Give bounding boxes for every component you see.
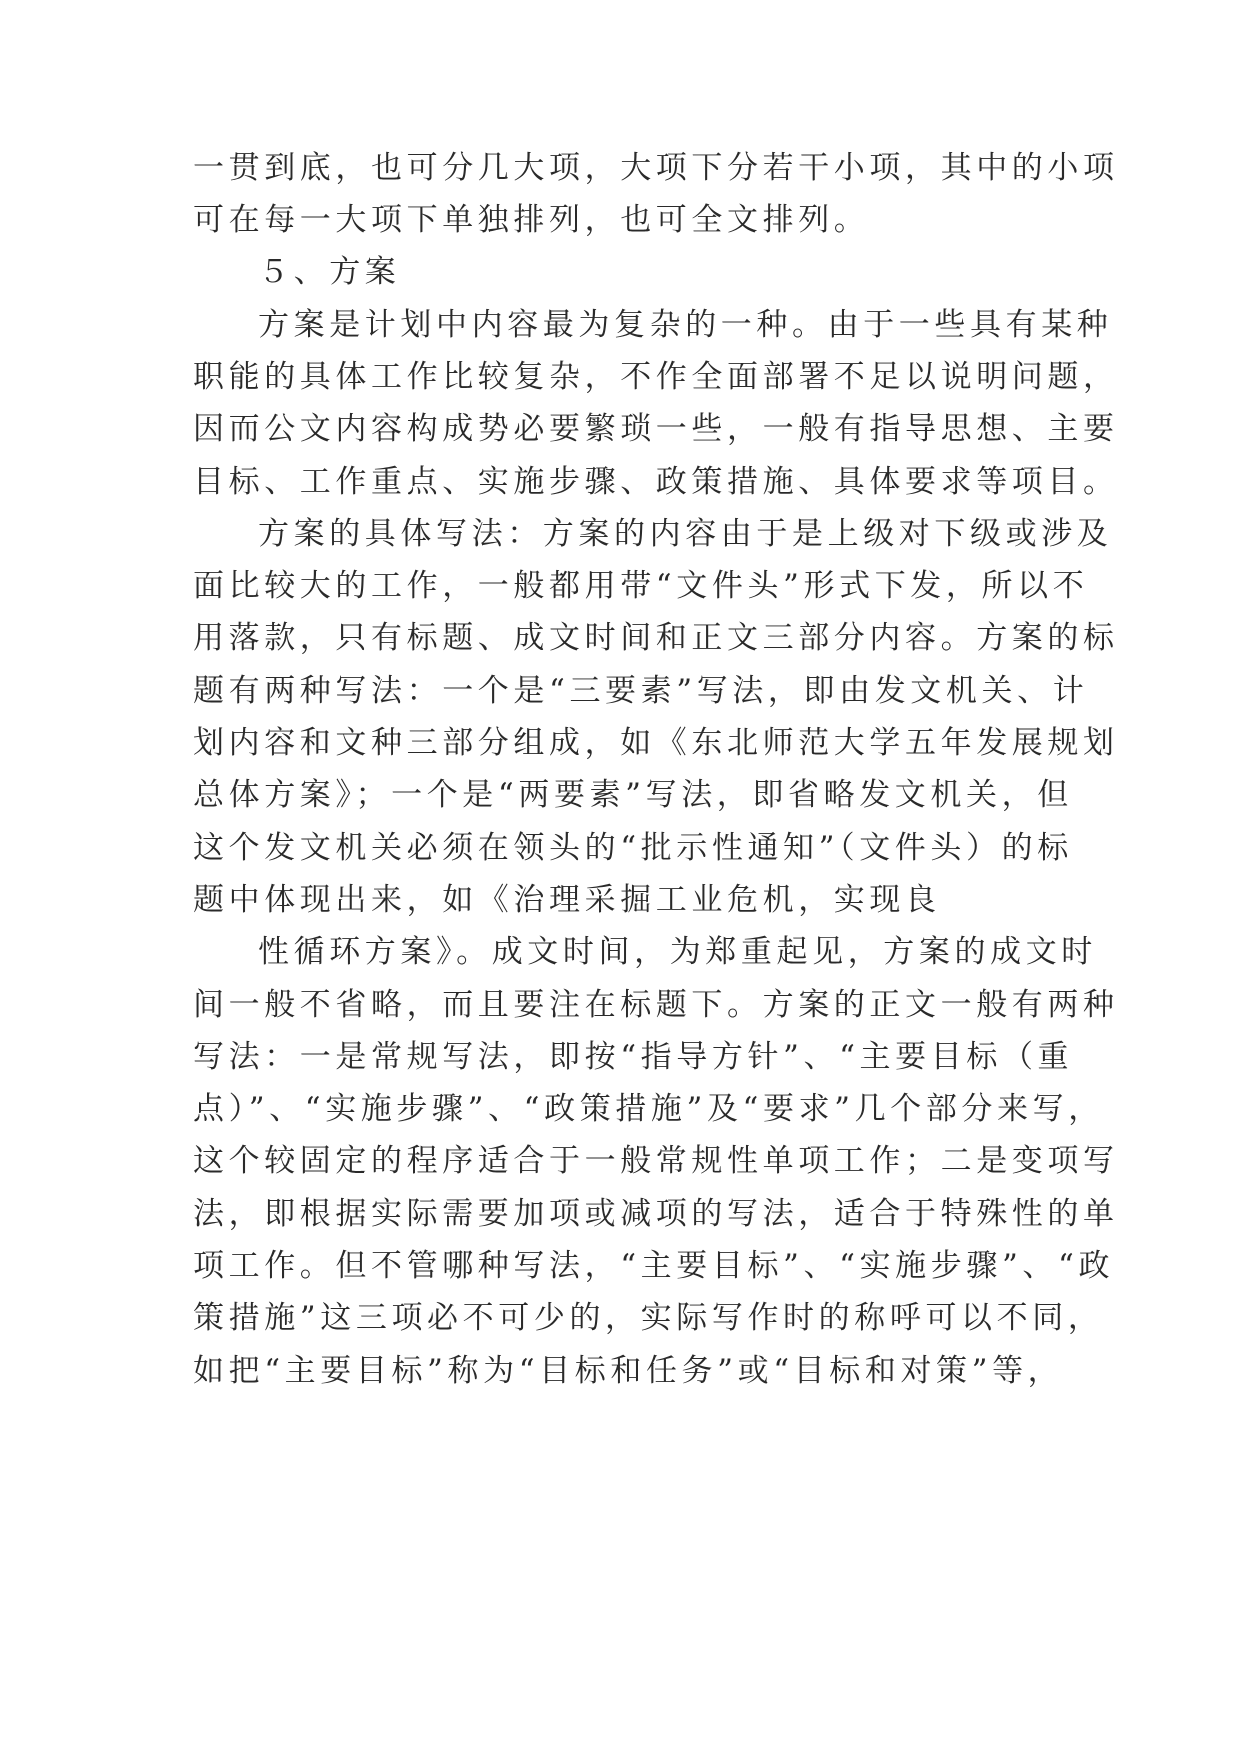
text-line: 策措施”这三项必不可少的，实际写作时的称呼可以不同， [193, 1300, 1104, 1336]
text-line: 划内容和文种三部分组成，如《东北师范大学五年发展规划 [193, 725, 1119, 761]
text-line: 写法：一是常规写法，即按“指导方针”、“主要目标（重 [193, 1039, 1074, 1075]
text-line: 题有两种写法：一个是“三要素”写法，即由发文机关、计 [193, 673, 1089, 709]
text-line: 因而公文内容构成势必要繁琐一些，一般有指导思想、主要 [193, 411, 1119, 447]
text-line: 面比较大的工作，一般都用带“文件头”形式下发，所以不 [193, 568, 1089, 604]
text-line: 题中体现出来，如《治理采掘工业危机，实现良 [193, 882, 941, 918]
text-line: 职能的具体工作比较复杂，不作全面部署不足以说明问题， [193, 359, 1119, 395]
text-line: 这个发文机关必须在领头的“批示性通知”（文件头）的标 [193, 830, 1073, 866]
text-line: 可在每一大项下单独排列，也可全文排列。 [193, 202, 870, 238]
text-line: 目标、工作重点、实施步骤、政策措施、具体要求等项目。 [193, 464, 1119, 500]
text-line: 一贯到底，也可分几大项，大项下分若干小项，其中的小项 [193, 150, 1119, 186]
text-line: 间一般不省略，而且要注在标题下。方案的正文一般有两种 [193, 987, 1119, 1023]
text-line: 法，即根据实际需要加项或减项的写法，适合于特殊性的单 [193, 1196, 1119, 1232]
text-line: 项工作。但不管哪种写法，“主要目标”、“实施步骤”、“政 [193, 1248, 1115, 1284]
text-line: 如把“主要目标”称为“目标和任务”或“目标和对策”等， [193, 1353, 1064, 1389]
text-line: 点）”、“实施步骤”、“政策措施”及“要求”几个部分来写， [193, 1091, 1104, 1127]
text-line: 方案的具体写法：方案的内容由于是上级对下级或涉及 [258, 516, 1113, 552]
text-line: 这个较固定的程序适合于一般常规性单项工作；二是变项写 [193, 1143, 1119, 1179]
text-line: 方案是计划中内容最为复杂的一种。由于一些具有某种 [258, 307, 1113, 343]
text-line: 用落款，只有标题、成文时间和正文三部分内容。方案的标 [193, 620, 1119, 656]
text-line: 总体方案》；一个是“两要素”写法，即省略发文机关，但 [193, 777, 1073, 813]
section-heading: ５、方案 [258, 254, 401, 290]
text-line: 性循环方案》。成文时间，为郑重起见，方案的成文时 [258, 934, 1097, 970]
